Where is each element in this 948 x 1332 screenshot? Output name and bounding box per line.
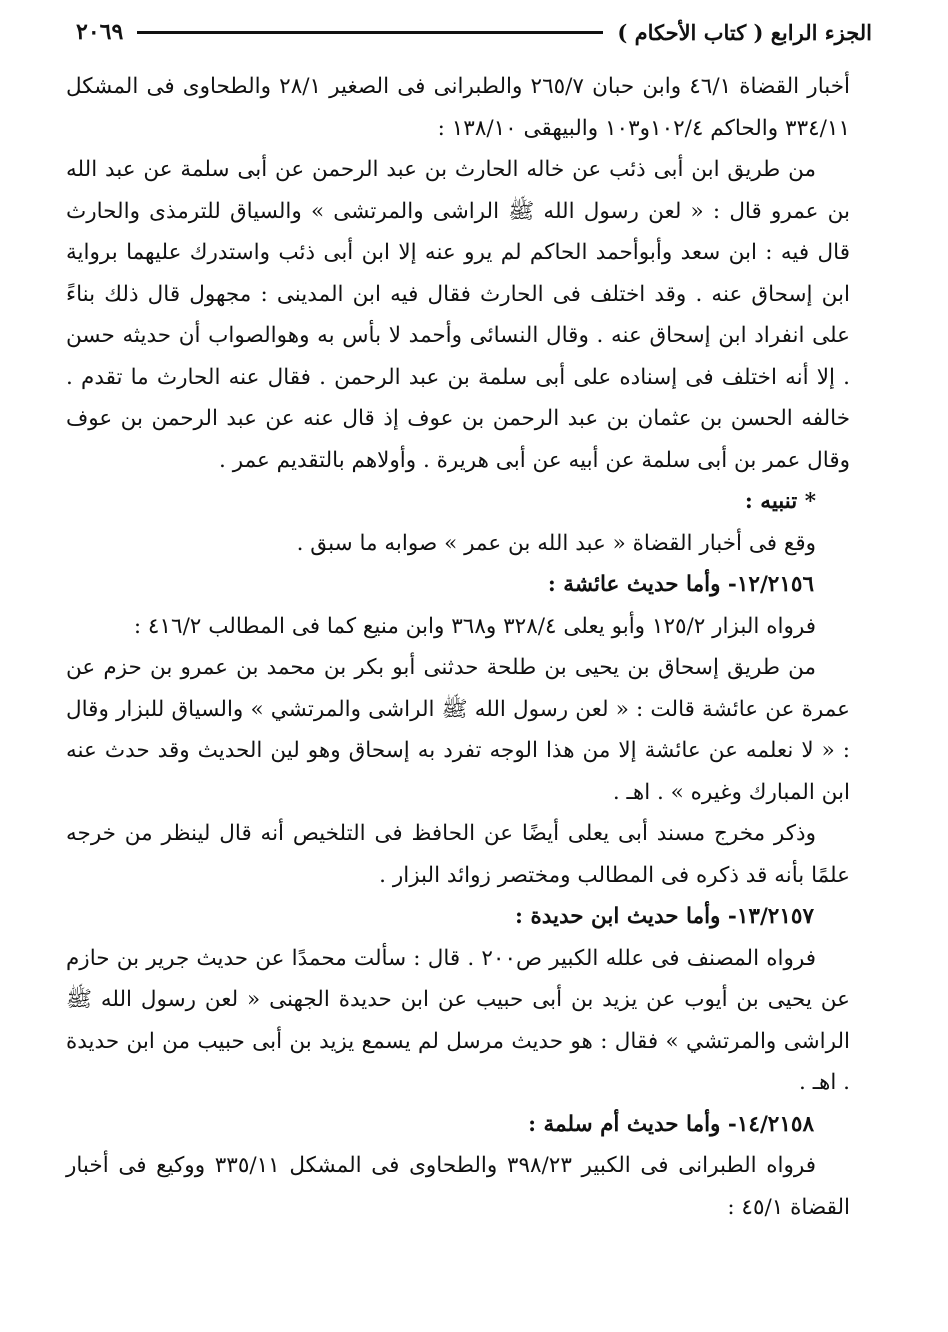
paragraph-ibn-hudayda: فرواه المصنف فى علله الكبير ص٢٠٠ . قال : سألت محمدًا عن حديث جرير بن حازم عن يحيى بن أيوب عن يزيد بن أبى حبيب عن ابن حديدة الجهنى « لعن رسول الله ﷺ الراشى والمرتشي » فقال : هو حديث مرسل لم يسمع يزيد بن أبى حبيب من ابن حديدة . اهـ . xyxy=(66,945,850,1095)
paragraph-umm-salama-sources: فرواه الطبرانى فى الكبير ٣٩٨/٢٣ والطحاوى فى المشكل ٣٣٥/١١ ووكيع فى أخبار القضاة ٤٥/١ : xyxy=(66,1153,850,1220)
header-rule xyxy=(137,31,603,34)
note-heading: * تنبيه : xyxy=(744,489,816,514)
body-text xyxy=(66,66,850,1228)
paragraph-aisha-sources: فرواه البزار ١٢٥/٢ وأبو يعلى ٣٢٨/٤ و٣٦٨ وابن منيع كما فى المطالب ٤١٦/٢ : xyxy=(133,613,816,639)
paragraph-aisha-isnad: من طريق إسحاق بن يحيى بن طلحة حدثنى أبو بكر بن محمد بن عمرو بن حزم عن عمرة عن عائشة قالت : « لعن رسول الله ﷺ الراشى والمرتشي » والسياق للبزار وقال : « لا نعلمه عن عائشة إلا من هذا الوجه تفرد به إسحاق وهو لين الحديث وقد حدث عنه ابن المبارك وغيره » . اهـ . xyxy=(66,655,850,805)
section-heading-ibn-hudayda: ١٣/٢١٥٧- وأما حديث ابن حديدة : xyxy=(515,904,814,929)
running-header xyxy=(76,12,872,52)
section-heading-aisha: ١٢/٢١٥٦- وأما حديث عائشة : xyxy=(547,572,814,597)
paragraph-sources-continued: أخبار القضاة ٤٦/١ وابن حبان ٢٦٥/٧ والطبرانى فى الصغير ٢٨/١ والطحاوى فى المشكل ٣٣٤/١١ والحاكم ١٠٢/٤و١٠٣ والبيهقى ١٣٨/١٠ : xyxy=(66,74,850,141)
paragraph-aisha-note: وذكر مخرج مسند أبى يعلى أيضًا عن الحافظ فى التلخيص أنه قال لينظر من خرجه علمًا بأنه قد ذكره فى المطالب ومختصر زوائد البزار . xyxy=(66,821,850,888)
running-title: الجزء الرابع ( كتاب الأحكام ) xyxy=(617,19,872,45)
section-heading-umm-salama: ١٤/٢١٥٨- وأما حديث أم سلمة : xyxy=(528,1111,814,1137)
page-number: ٢٠٦٩ xyxy=(76,19,124,45)
paragraph-isnad-ibn-amr: من طريق ابن أبى ذئب عن خاله الحارث بن عبد الرحمن عن أبى سلمة عن عبد الله بن عمرو قال : « لعن رسول الله ﷺ الراشى والمرتشى » والسياق للترمذى والحارث قال فيه : ابن سعد وأبوأحمد الحاكم لم يرو عنه إلا ابن أبى ذئب واستدرك عليهما برواية ابن إسحاق عنه . وقد اختلف فى الحارث فقال فيه ابن المدينى : مجهول قال ذلك بناءً على انفراد ابن إسحاق عنه . وقال النسائى وأحمد لا بأس به وهوالصواب أن حديثه حسن . إلا أنه اختلف فى إسناده على أبى سلمة بن عبد الرحمن . فقال عنه الحارث ما تقدم . خالفه الحسن بن عثمان بن عبد الرحمن بن عوف إذ قال عنه عن عبد الرحمن بن عوف وقال عمر بن أبى سلمة عن أبيه عن أبى هريرة . وأولاهم بالتقديم عمر . xyxy=(66,157,850,473)
note-text: وقع فى أخبار القضاة « عبد الله بن عمر » صوابه ما سبق . xyxy=(296,530,816,556)
